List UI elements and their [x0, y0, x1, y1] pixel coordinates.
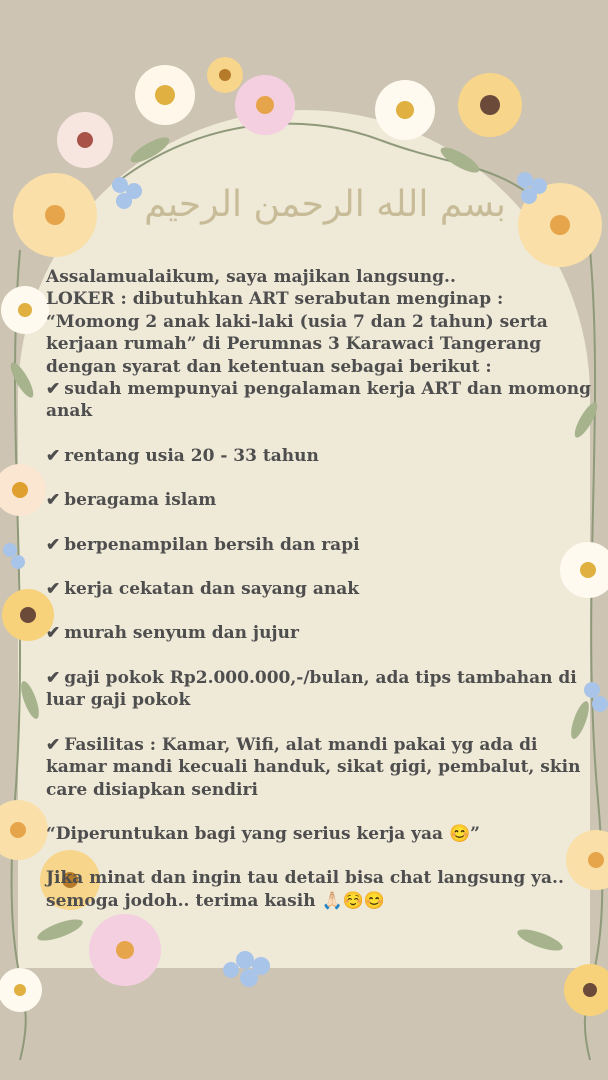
- requirement-item: ✔ gaji pokok Rp2.000.000,-/bulan, ada tips tambahan di luar gaji pokok: [46, 667, 577, 711]
- bismillah-text: بسم الله الرحمن الرحيم: [144, 184, 506, 225]
- check-icon: ✔: [46, 579, 61, 600]
- job-post-text: [46, 266, 594, 912]
- check-icon: ✔: [46, 734, 61, 755]
- greeting-line: Assalamualaikum, saya majikan langsung..: [46, 267, 456, 287]
- requirement-item: ✔ kerja cekatan dan sayang anak: [46, 579, 359, 600]
- check-icon: ✔: [46, 667, 61, 688]
- check-icon: ✔: [46, 623, 61, 644]
- requirement-item: ✔ Fasilitas : Kamar, Wifi, alat mandi pakai yg ada di kamar mandi kecuali handuk, sikat gigi, pembalut, skin care disiapkan sendiri: [46, 734, 581, 800]
- requirement-item: ✔ beragama islam: [46, 490, 217, 511]
- bismillah-calligraphy: [144, 168, 506, 238]
- note-line: “Diperuntukan bagi yang serius kerja yaa 😊”: [46, 823, 480, 844]
- check-icon: ✔: [46, 534, 61, 555]
- task-line: “Momong 2 anak laki-laki (usia 7 dan 2 tahun) serta kerjaan rumah” di Perumnas 3 Karawaci Tangerang dengan syarat dan ketentuan sebagai berikut :: [46, 311, 548, 377]
- requirement-item: ✔ rentang usia 20 - 33 tahun: [46, 445, 319, 466]
- requirement-item: ✔ berpenampilan bersih dan rapi: [46, 534, 360, 555]
- check-icon: ✔: [46, 490, 61, 511]
- requirement-item: ✔ murah senyum dan jujur: [46, 623, 299, 644]
- closing-line: Jika minat dan ingin tau detail bisa chat langsung ya.. semoga jodoh.. terima kasih 🙏🏻☺️😊: [46, 868, 564, 911]
- check-icon: ✔: [46, 379, 61, 400]
- requirement-item: ✔ sudah mempunyai pengalaman kerja ART dan momong anak: [46, 379, 592, 422]
- check-icon: ✔: [46, 445, 61, 466]
- loker-line: LOKER : dibutuhkan ART serabutan menginap :: [46, 289, 504, 310]
